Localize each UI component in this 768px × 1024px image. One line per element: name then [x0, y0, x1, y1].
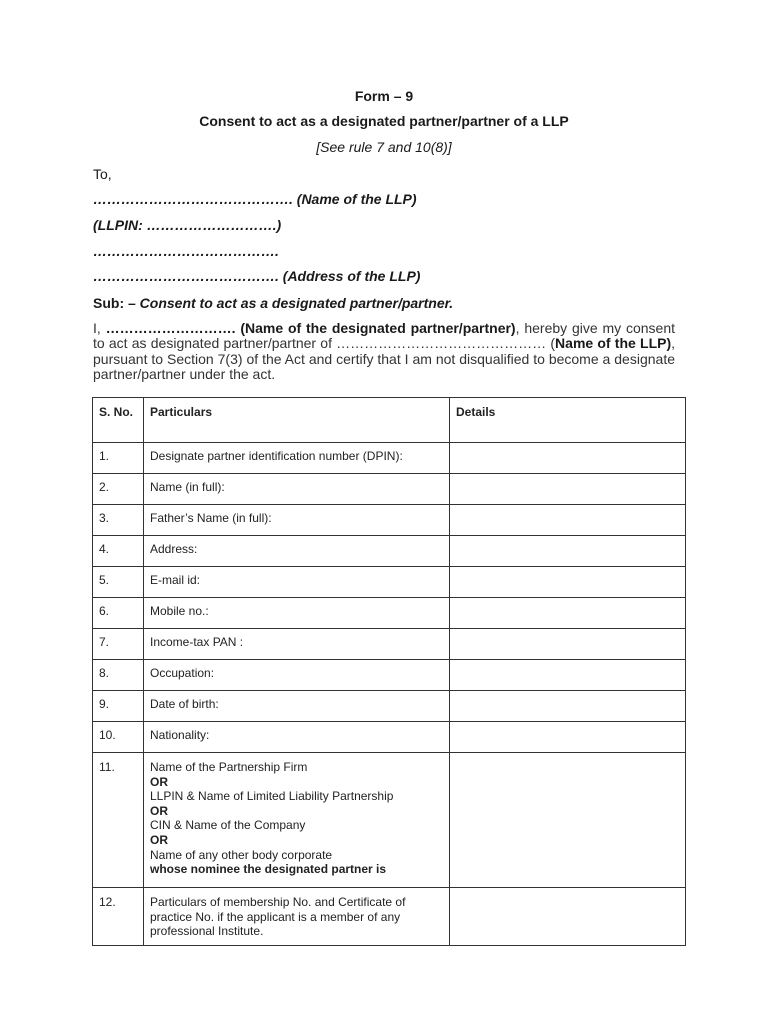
- row-particular: Nationality:: [144, 722, 450, 753]
- llp-name-ref: Name of the LLP): [555, 335, 672, 352]
- llp-name-blank: …………………………………….: [93, 191, 293, 207]
- rule-reference: [See rule 7 and 10(8)]: [316, 139, 452, 155]
- row-sno: 5.: [93, 567, 144, 598]
- row-details-field[interactable]: [450, 691, 686, 722]
- row-sno: 4.: [93, 536, 144, 567]
- row-particular: Mobile no.:: [144, 598, 450, 629]
- table-row: [93, 722, 686, 753]
- row-details-field[interactable]: [450, 753, 686, 888]
- row-sno: 6.: [93, 598, 144, 629]
- declaration-part3: , pursuant to Section 7(3) of the Act and certify that I am not disqualified to become a designate partner/partner under the act.: [93, 335, 676, 383]
- row-particular: Date of birth:: [144, 691, 450, 722]
- form-title: Consent to act as a designated partner/partner of a LLP: [199, 113, 569, 129]
- row-particular: Name (in full):: [144, 474, 450, 505]
- row-sno: 11.: [93, 753, 144, 888]
- table-header-row: [93, 398, 686, 443]
- particulars-table: [92, 397, 686, 946]
- row-sno: 8.: [93, 660, 144, 691]
- form-number: Form – 9: [354, 88, 414, 104]
- declaration-paragraph: [93, 321, 675, 383]
- table-row: [93, 474, 686, 505]
- partner-name-label: (Name of the designated partner/partner): [235, 320, 516, 336]
- or-separator: OR: [150, 803, 168, 818]
- or-separator: OR: [150, 774, 168, 789]
- row-particular: Income-tax PAN :: [144, 629, 450, 660]
- table-row: [93, 598, 686, 629]
- partner-name-blank: ……………………….: [105, 320, 236, 336]
- row-sno: 9.: [93, 691, 144, 722]
- row-details-field[interactable]: [450, 660, 686, 691]
- row-sno: 3.: [93, 505, 144, 536]
- table-row-11: [93, 753, 686, 888]
- address-label: (Address of the LLP): [278, 268, 421, 284]
- row-sno: 1.: [93, 443, 144, 474]
- table-row: [93, 691, 686, 722]
- row-details-field[interactable]: [450, 722, 686, 753]
- nominee-option-line: CIN & Name of the Company: [150, 818, 306, 833]
- llp-name-line: [93, 191, 417, 207]
- row-particular: Particulars of membership No. and Certificate of practice No. if the applicant is a member of any professional Institute.: [144, 888, 450, 946]
- row-details-field[interactable]: [450, 598, 686, 629]
- address-line-1: ………………………………….: [93, 243, 279, 259]
- table-row: [93, 629, 686, 660]
- declaration-part2: , hereby give my consent to act as designated partner/partner of ……………………………………… (: [93, 320, 676, 352]
- subject-prefix: Sub: –: [93, 295, 140, 311]
- table-row: [93, 567, 686, 598]
- table-row-12: [93, 888, 686, 946]
- header-details: Details: [450, 398, 686, 443]
- declaration-part1: I,: [93, 320, 106, 336]
- row-particular-multiline: [144, 753, 450, 888]
- row-details-field[interactable]: [450, 443, 686, 474]
- row-particular: Designate partner identification number (DPIN):: [144, 443, 450, 474]
- or-separator: OR: [150, 832, 168, 847]
- row-particular: E-mail id:: [144, 567, 450, 598]
- nominee-closing-line: whose nominee the designated partner is: [150, 862, 387, 877]
- table-row: [93, 505, 686, 536]
- subject-text: Consent to act as a designated partner/partner.: [139, 295, 454, 311]
- row-sno: 12.: [93, 888, 144, 946]
- llp-name-label: (Name of the LLP): [292, 191, 417, 207]
- header-sno: S. No.: [93, 398, 144, 443]
- to-line: To,: [93, 166, 112, 182]
- address-blank: ………………………………….: [93, 268, 279, 284]
- nominee-option-line: Name of the Partnership Firm: [150, 760, 308, 774]
- row-sno: 7.: [93, 629, 144, 660]
- nominee-option-line: LLPIN & Name of Limited Liability Partnership: [150, 789, 394, 804]
- row-details-field[interactable]: [450, 474, 686, 505]
- table-row: [93, 536, 686, 567]
- row-details-field[interactable]: [450, 629, 686, 660]
- row-details-field[interactable]: [450, 505, 686, 536]
- row-particular: Occupation:: [144, 660, 450, 691]
- nominee-option-line: Name of any other body corporate: [150, 847, 333, 862]
- row-sno: 2.: [93, 474, 144, 505]
- llpin-line: (LLPIN: ……………………….): [93, 217, 282, 233]
- table-row: [93, 660, 686, 691]
- subject-line: [93, 295, 453, 311]
- header-particulars: Particulars: [144, 398, 450, 443]
- row-sno: 10.: [93, 722, 144, 753]
- row-particular: Father’s Name (in full):: [144, 505, 450, 536]
- row-particular: Address:: [144, 536, 450, 567]
- table-row: [93, 443, 686, 474]
- row-details-field[interactable]: [450, 536, 686, 567]
- row-details-field[interactable]: [450, 888, 686, 946]
- row-details-field[interactable]: [450, 567, 686, 598]
- address-line-2: [93, 268, 420, 284]
